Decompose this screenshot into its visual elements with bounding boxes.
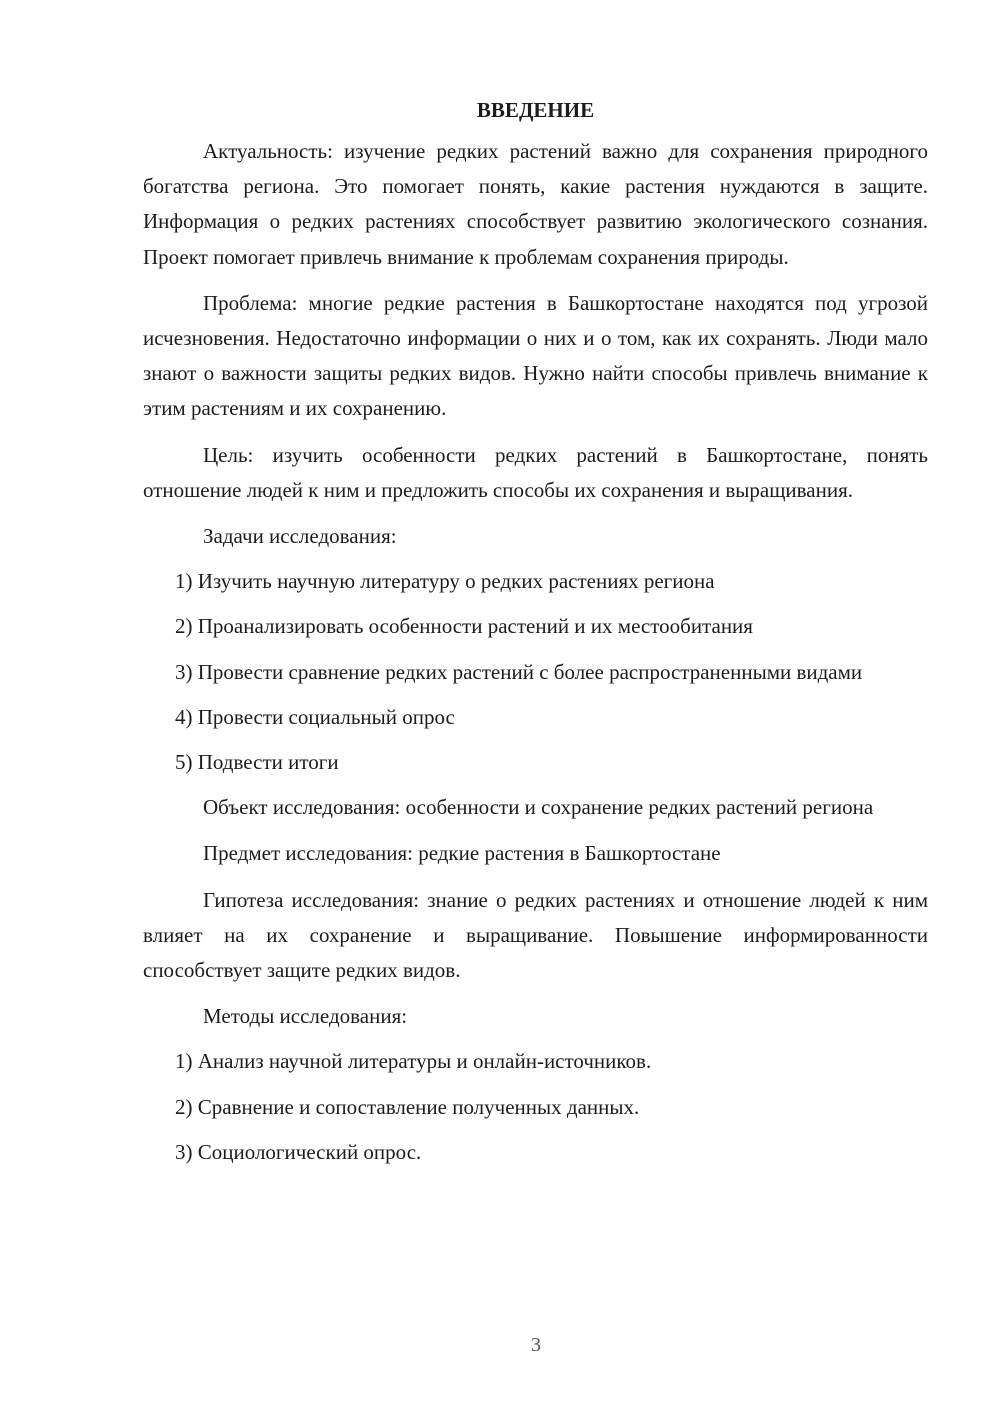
relevance-paragraph: Актуальность: изучение редких растений важно для сохранения природного богатства региона. Это помогает понять, какие растения нуждаются в защите. Информация о редких растениях способствует развитию экологического сознания. Проект помогает привлечь внимание к проблемам сохранения природы. [143, 139, 928, 269]
task-item: 1) Изучить научную литературу о редких растениях региона [175, 569, 715, 594]
subject-paragraph: Предмет исследования: редкие растения в Башкортостане [203, 841, 721, 866]
tasks-label: Задачи исследования: [203, 524, 397, 549]
task-item: 3) Провести сравнение редких растений с более распространенными видами [175, 659, 863, 684]
task-item: 4) Провести социальный опрос [175, 704, 455, 729]
methods-label: Методы исследования: [203, 1004, 408, 1029]
method-item: 1) Анализ научной литературы и онлайн-источников. [175, 1049, 652, 1074]
page-title: ВВЕДЕНИЕ [476, 98, 595, 122]
method-item: 2) Сравнение и сопоставление полученных данных. [175, 1094, 640, 1119]
task-item: 5) Подвести итоги [175, 750, 339, 775]
problem-paragraph: Проблема: многие редкие растения в Башкортостане находятся под угрозой исчезновения. Недостаточно информации о них и о том, как их сохранять. Люди мало знают о важности защиты редких видов. Нужно найти способы привлечь внимание к этим растениям и их сохранению. [143, 290, 928, 421]
method-item: 3) Социологический опрос. [175, 1139, 422, 1164]
document-page [143, 93, 928, 1180]
hypothesis-paragraph: Гипотеза исследования: знание о редких растениях и отношение людей к ним влияет на их сохранение и выращивание. Повышение информированности способствует защите редких видов. [143, 887, 928, 983]
goal-paragraph: Цель: изучить особенности редких растений в Башкортостане, понять отношение людей к ним и предложить способы их сохранения и выращивания. [143, 442, 928, 502]
page-number: 3 [531, 1334, 541, 1356]
task-item: 2) Проанализировать особенности растений и их местообитания [175, 614, 753, 639]
object-paragraph: Объект исследования: особенности и сохранение редких растений региона [203, 795, 874, 820]
